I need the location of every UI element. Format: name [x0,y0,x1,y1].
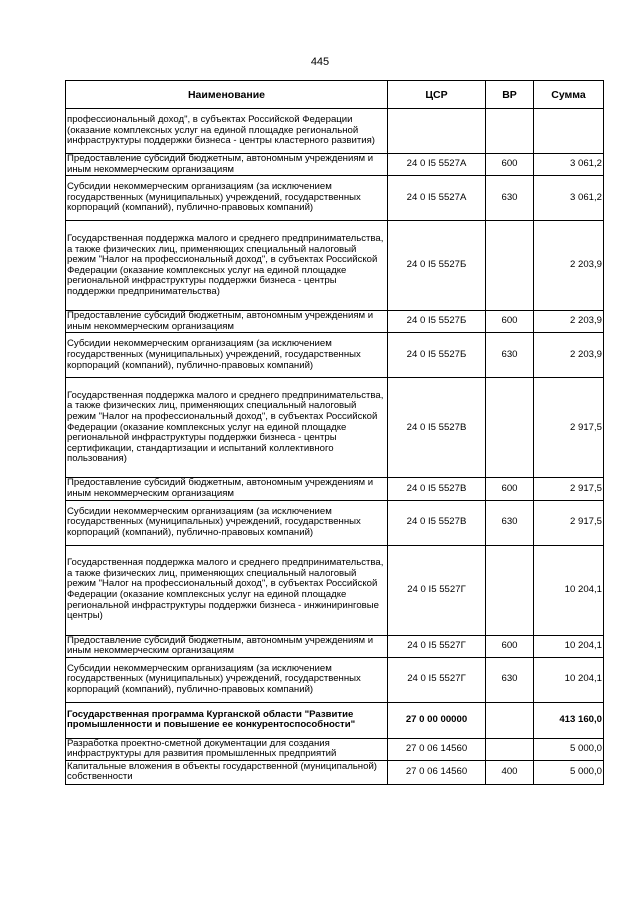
name-cell: профессиональный доход", в субъектах Российской Федерации (оказание комплексных услуг на единой площадке региональной инфраструктуры поддержки бизнеса - центры кластерного развития) [66,109,388,154]
vr-cell [486,378,534,478]
vr-cell: 630 [486,176,534,221]
sum-cell: 5 000,0 [534,760,604,784]
csr-cell: 27 0 06 14560 [388,760,486,784]
csr-cell: 24 0 I5 5527Г [388,545,486,635]
vr-cell [486,702,534,738]
table-row [66,311,604,333]
name-cell: Государственная поддержка малого и среднего предпринимательства, а также физических лиц, применяющих специальный налоговый режим "Налог на профессиональный доход", в субъектах Российской Федерации (оказание комплексных услуг на единой площадке региональной инфраструктуры поддержки бизнеса - инжиниринговые центры) [66,545,388,635]
csr-cell: 24 0 I5 5527Б [388,221,486,311]
csr-cell: 24 0 I5 5527А [388,176,486,221]
csr-cell: 27 0 06 14560 [388,738,486,760]
name-cell: Предоставление субсидий бюджетным, автономным учреждениям и иным некоммерческим организациям [66,311,388,333]
csr-cell: 24 0 I5 5527Г [388,635,486,657]
sum-cell [534,109,604,154]
sum-cell: 2 917,5 [534,478,604,500]
budget-table [65,80,604,785]
table-row [66,109,604,154]
table-row [66,378,604,478]
vr-cell: 600 [486,154,534,176]
header-csr: ЦСР [388,81,486,109]
name-cell: Государственная поддержка малого и среднего предпринимательства, а также физических лиц, применяющих специальный налоговый режим "Налог на профессиональный доход", в субъектах Российской Федерации (оказание комплексных услуг на единой площадке региональной инфраструктуры поддержки бизнеса - центры поддержки предпринимательства) [66,221,388,311]
table-header-row [66,81,604,109]
table-row [66,738,604,760]
sum-cell: 10 204,1 [534,657,604,702]
page-number: 445 [310,56,330,68]
vr-cell: 600 [486,311,534,333]
vr-cell: 630 [486,657,534,702]
vr-cell: 630 [486,500,534,545]
name-cell: Субсидии некоммерческим организациям (за исключением государственных (муниципальных) учреждений, государственных корпораций (компаний), публично-правовых компаний) [66,176,388,221]
vr-cell [486,545,534,635]
sum-cell: 2 203,9 [534,333,604,378]
table-row [66,760,604,784]
sum-cell: 10 204,1 [534,635,604,657]
table-row [66,657,604,702]
name-cell: Субсидии некоммерческим организациям (за исключением государственных (муниципальных) учреждений, государственных корпораций (компаний), публично-правовых компаний) [66,500,388,545]
csr-cell [388,109,486,154]
sum-cell: 3 061,2 [534,176,604,221]
table-row [66,221,604,311]
table-row [66,333,604,378]
sum-cell: 3 061,2 [534,154,604,176]
csr-cell: 24 0 I5 5527Б [388,311,486,333]
table-row [66,500,604,545]
sum-cell: 2 203,9 [534,311,604,333]
header-sum: Сумма [534,81,604,109]
name-cell: Государственная программа Курганской области "Развитие промышленности и повышение ее конкурентоспособности" [66,702,388,738]
table-row [66,635,604,657]
vr-cell [486,109,534,154]
name-cell: Предоставление субсидий бюджетным, автономным учреждениям и иным некоммерческим организациям [66,154,388,176]
table-row [66,702,604,738]
sum-cell: 2 203,9 [534,221,604,311]
table-row [66,176,604,221]
name-cell: Субсидии некоммерческим организациям (за исключением государственных (муниципальных) учреждений, государственных корпораций (компаний), публично-правовых компаний) [66,333,388,378]
name-cell: Предоставление субсидий бюджетным, автономным учреждениям и иным некоммерческим организациям [66,478,388,500]
csr-cell: 24 0 I5 5527В [388,378,486,478]
table-row [66,478,604,500]
vr-cell: 630 [486,333,534,378]
vr-cell [486,221,534,311]
name-cell: Государственная поддержка малого и среднего предпринимательства, а также физических лиц, применяющих специальный налоговый режим "Налог на профессиональный доход", в субъектах Российской Федерации (оказание комплексных услуг на единой площадке региональной инфраструктуры поддержки бизнеса - центры сертификации, стандартизации и испытаний коллективного пользования) [66,378,388,478]
csr-cell: 24 0 I5 5527В [388,478,486,500]
sum-cell: 413 160,0 [534,702,604,738]
sum-cell: 2 917,5 [534,378,604,478]
csr-cell: 24 0 I5 5527Г [388,657,486,702]
vr-cell [486,738,534,760]
table-row [66,154,604,176]
csr-cell: 24 0 I5 5527А [388,154,486,176]
csr-cell: 27 0 00 00000 [388,702,486,738]
table-body [66,109,604,785]
header-name: Наименование [66,81,388,109]
sum-cell: 10 204,1 [534,545,604,635]
sum-cell: 5 000,0 [534,738,604,760]
vr-cell: 600 [486,635,534,657]
csr-cell: 24 0 I5 5527Б [388,333,486,378]
vr-cell: 600 [486,478,534,500]
sum-cell: 2 917,5 [534,500,604,545]
name-cell: Капитальные вложения в объекты государственной (муниципальной) собственности [66,760,388,784]
name-cell: Предоставление субсидий бюджетным, автономным учреждениям и иным некоммерческим организациям [66,635,388,657]
table-row [66,545,604,635]
vr-cell: 400 [486,760,534,784]
header-vr: ВР [486,81,534,109]
csr-cell: 24 0 I5 5527В [388,500,486,545]
name-cell: Субсидии некоммерческим организациям (за исключением государственных (муниципальных) учреждений, государственных корпораций (компаний), публично-правовых компаний) [66,657,388,702]
name-cell: Разработка проектно-сметной документации для создания инфраструктуры для развития промышленных предприятий [66,738,388,760]
